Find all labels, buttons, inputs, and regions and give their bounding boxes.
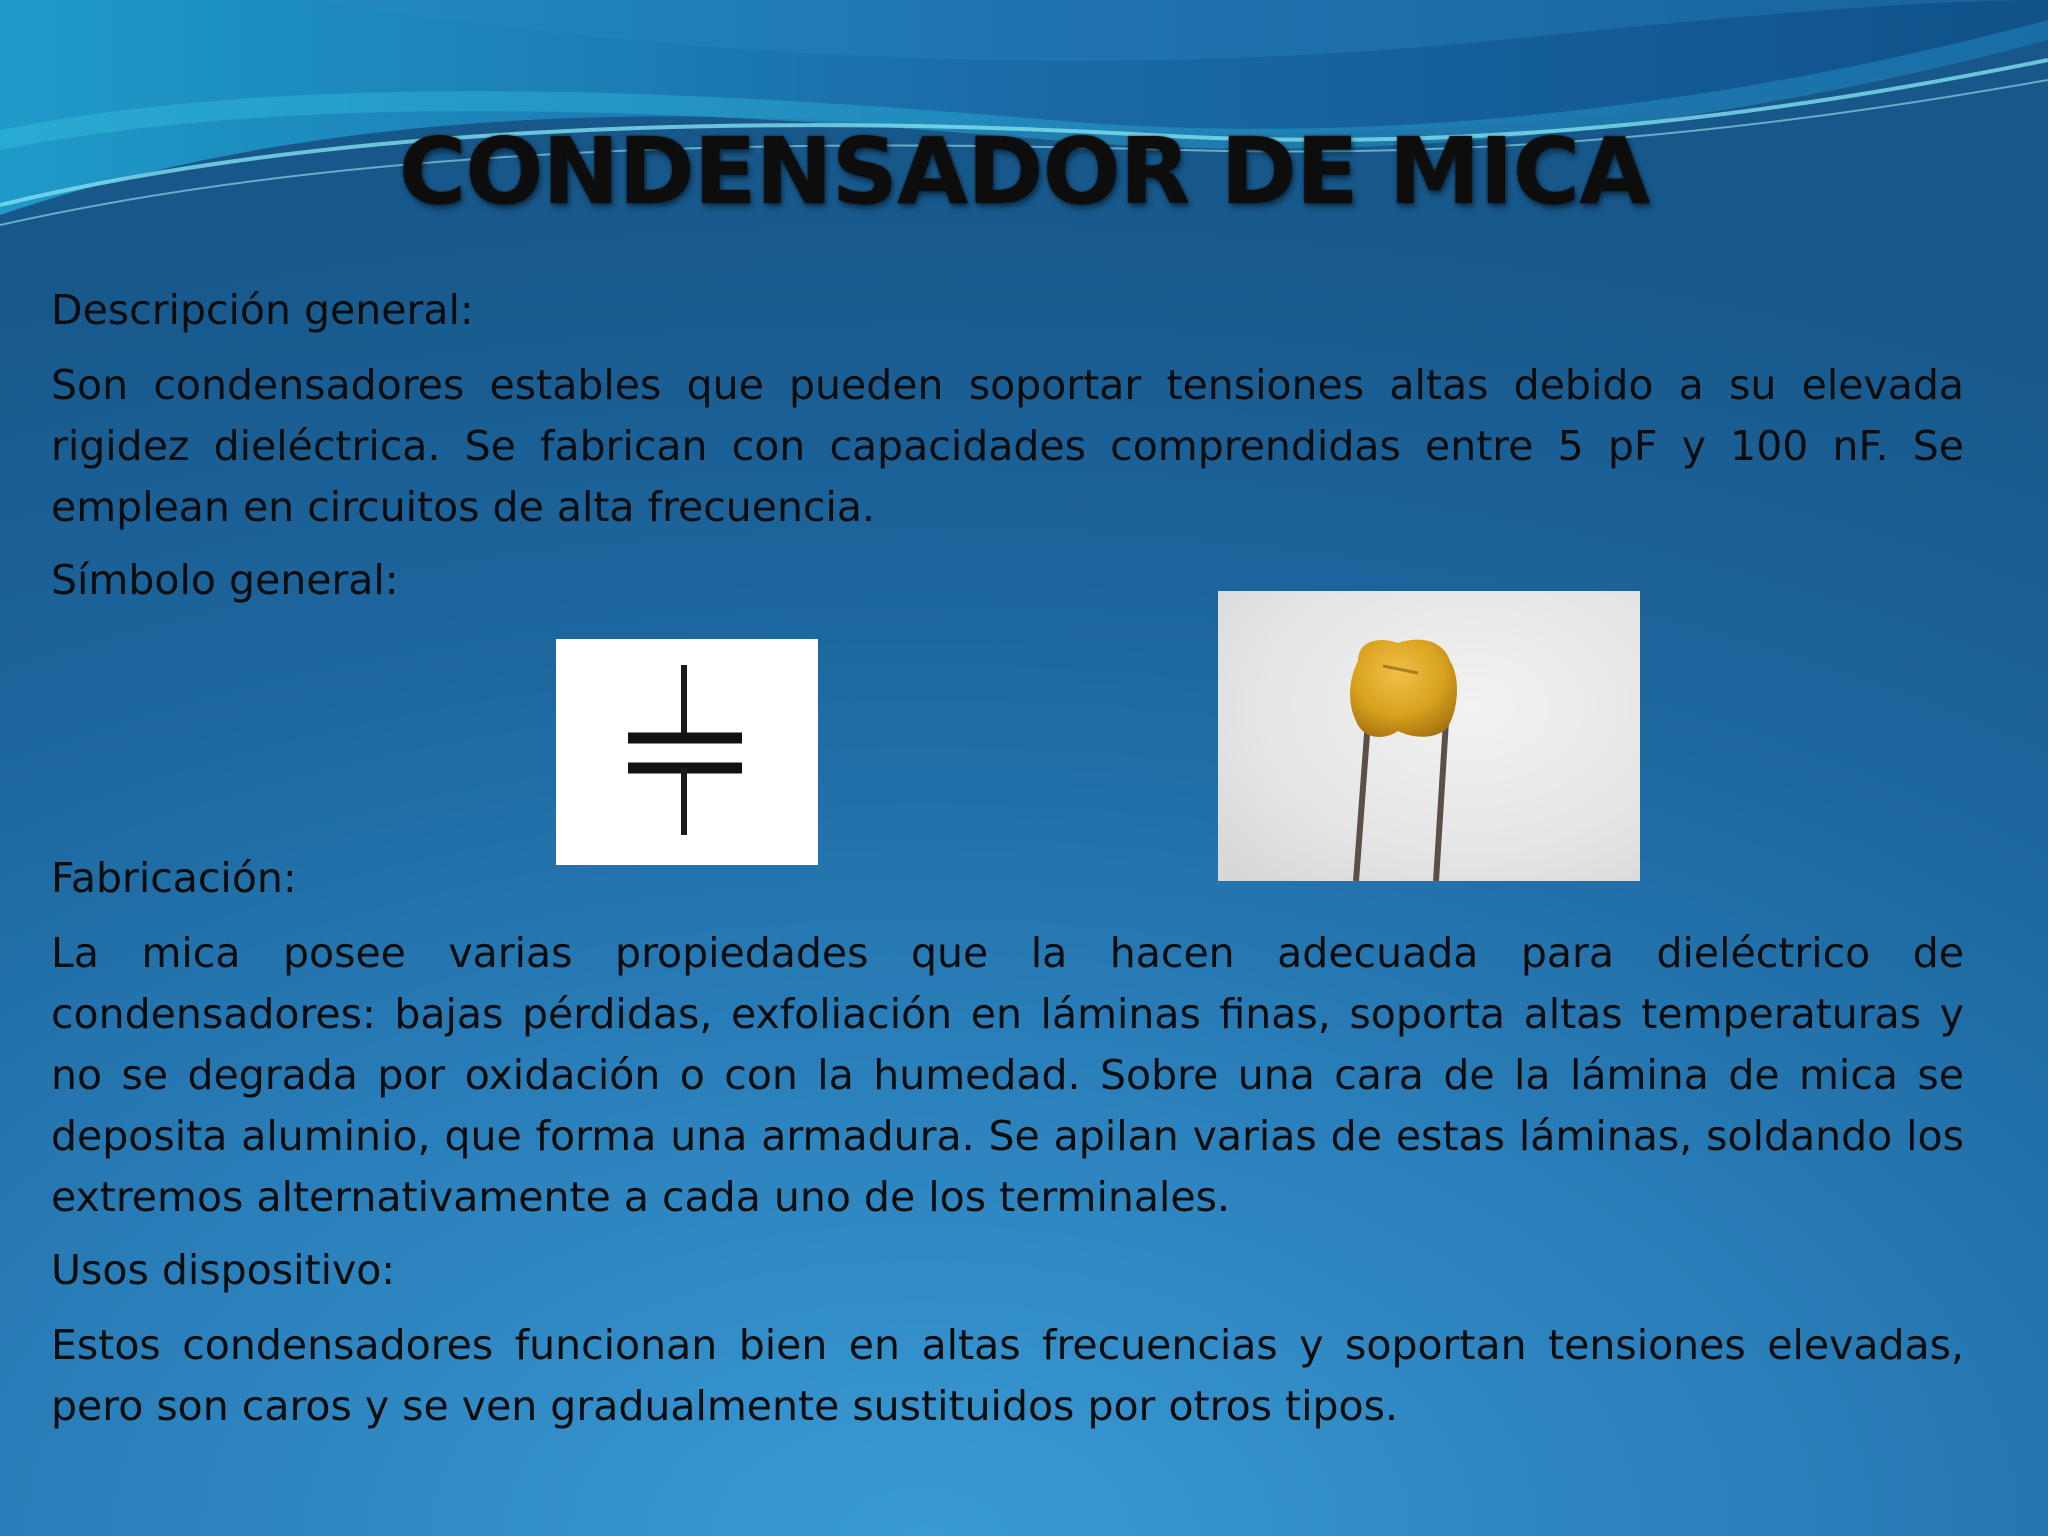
mica-capacitor-photo bbox=[1218, 591, 1640, 881]
descripcion-paragraph: Son condensadores estables que pueden soportar tensiones altas debido a su elevada rigidez dieléctrica. Se fabrican con capacidades comprendidas entre 5 pF y 100 nF. Se emplean en circuitos de alta frecuencia. bbox=[51, 361, 1964, 531]
capacitor-symbol-icon bbox=[556, 639, 818, 865]
fabricacion-heading: Fabricación: bbox=[51, 854, 297, 902]
slide-title: CONDENSADOR DE MICA bbox=[398, 118, 1650, 225]
descripcion-heading: Descripción general: bbox=[51, 286, 474, 334]
capacitor-symbol-image bbox=[556, 639, 818, 865]
usos-heading: Usos dispositivo: bbox=[51, 1246, 396, 1294]
upper-text-block bbox=[51, 280, 1964, 611]
mica-capacitor-icon bbox=[1218, 591, 1640, 881]
fabricacion-paragraph: La mica posee varias propiedades que la hacen adecuada para dieléctrico de condensadores: bajas pérdidas, exfoliación en láminas finas, soporta altas temperaturas y no se degrada por oxidación o con la humedad. Sobre una cara de la lámina de mica se deposita aluminio, que forma una armadura. Se apilan varias de estas láminas, soldando los extremos alternativamente a cada uno de los terminales. bbox=[51, 929, 1964, 1221]
usos-paragraph: Estos condensadores funcionan bien en altas frecuencias y soportan tensiones elevadas, pero son caros y se ven gradualmente sustituidos por otros tipos. bbox=[51, 1321, 1964, 1430]
lower-text-block bbox=[51, 848, 1964, 1437]
simbolo-heading: Símbolo general: bbox=[51, 556, 399, 604]
